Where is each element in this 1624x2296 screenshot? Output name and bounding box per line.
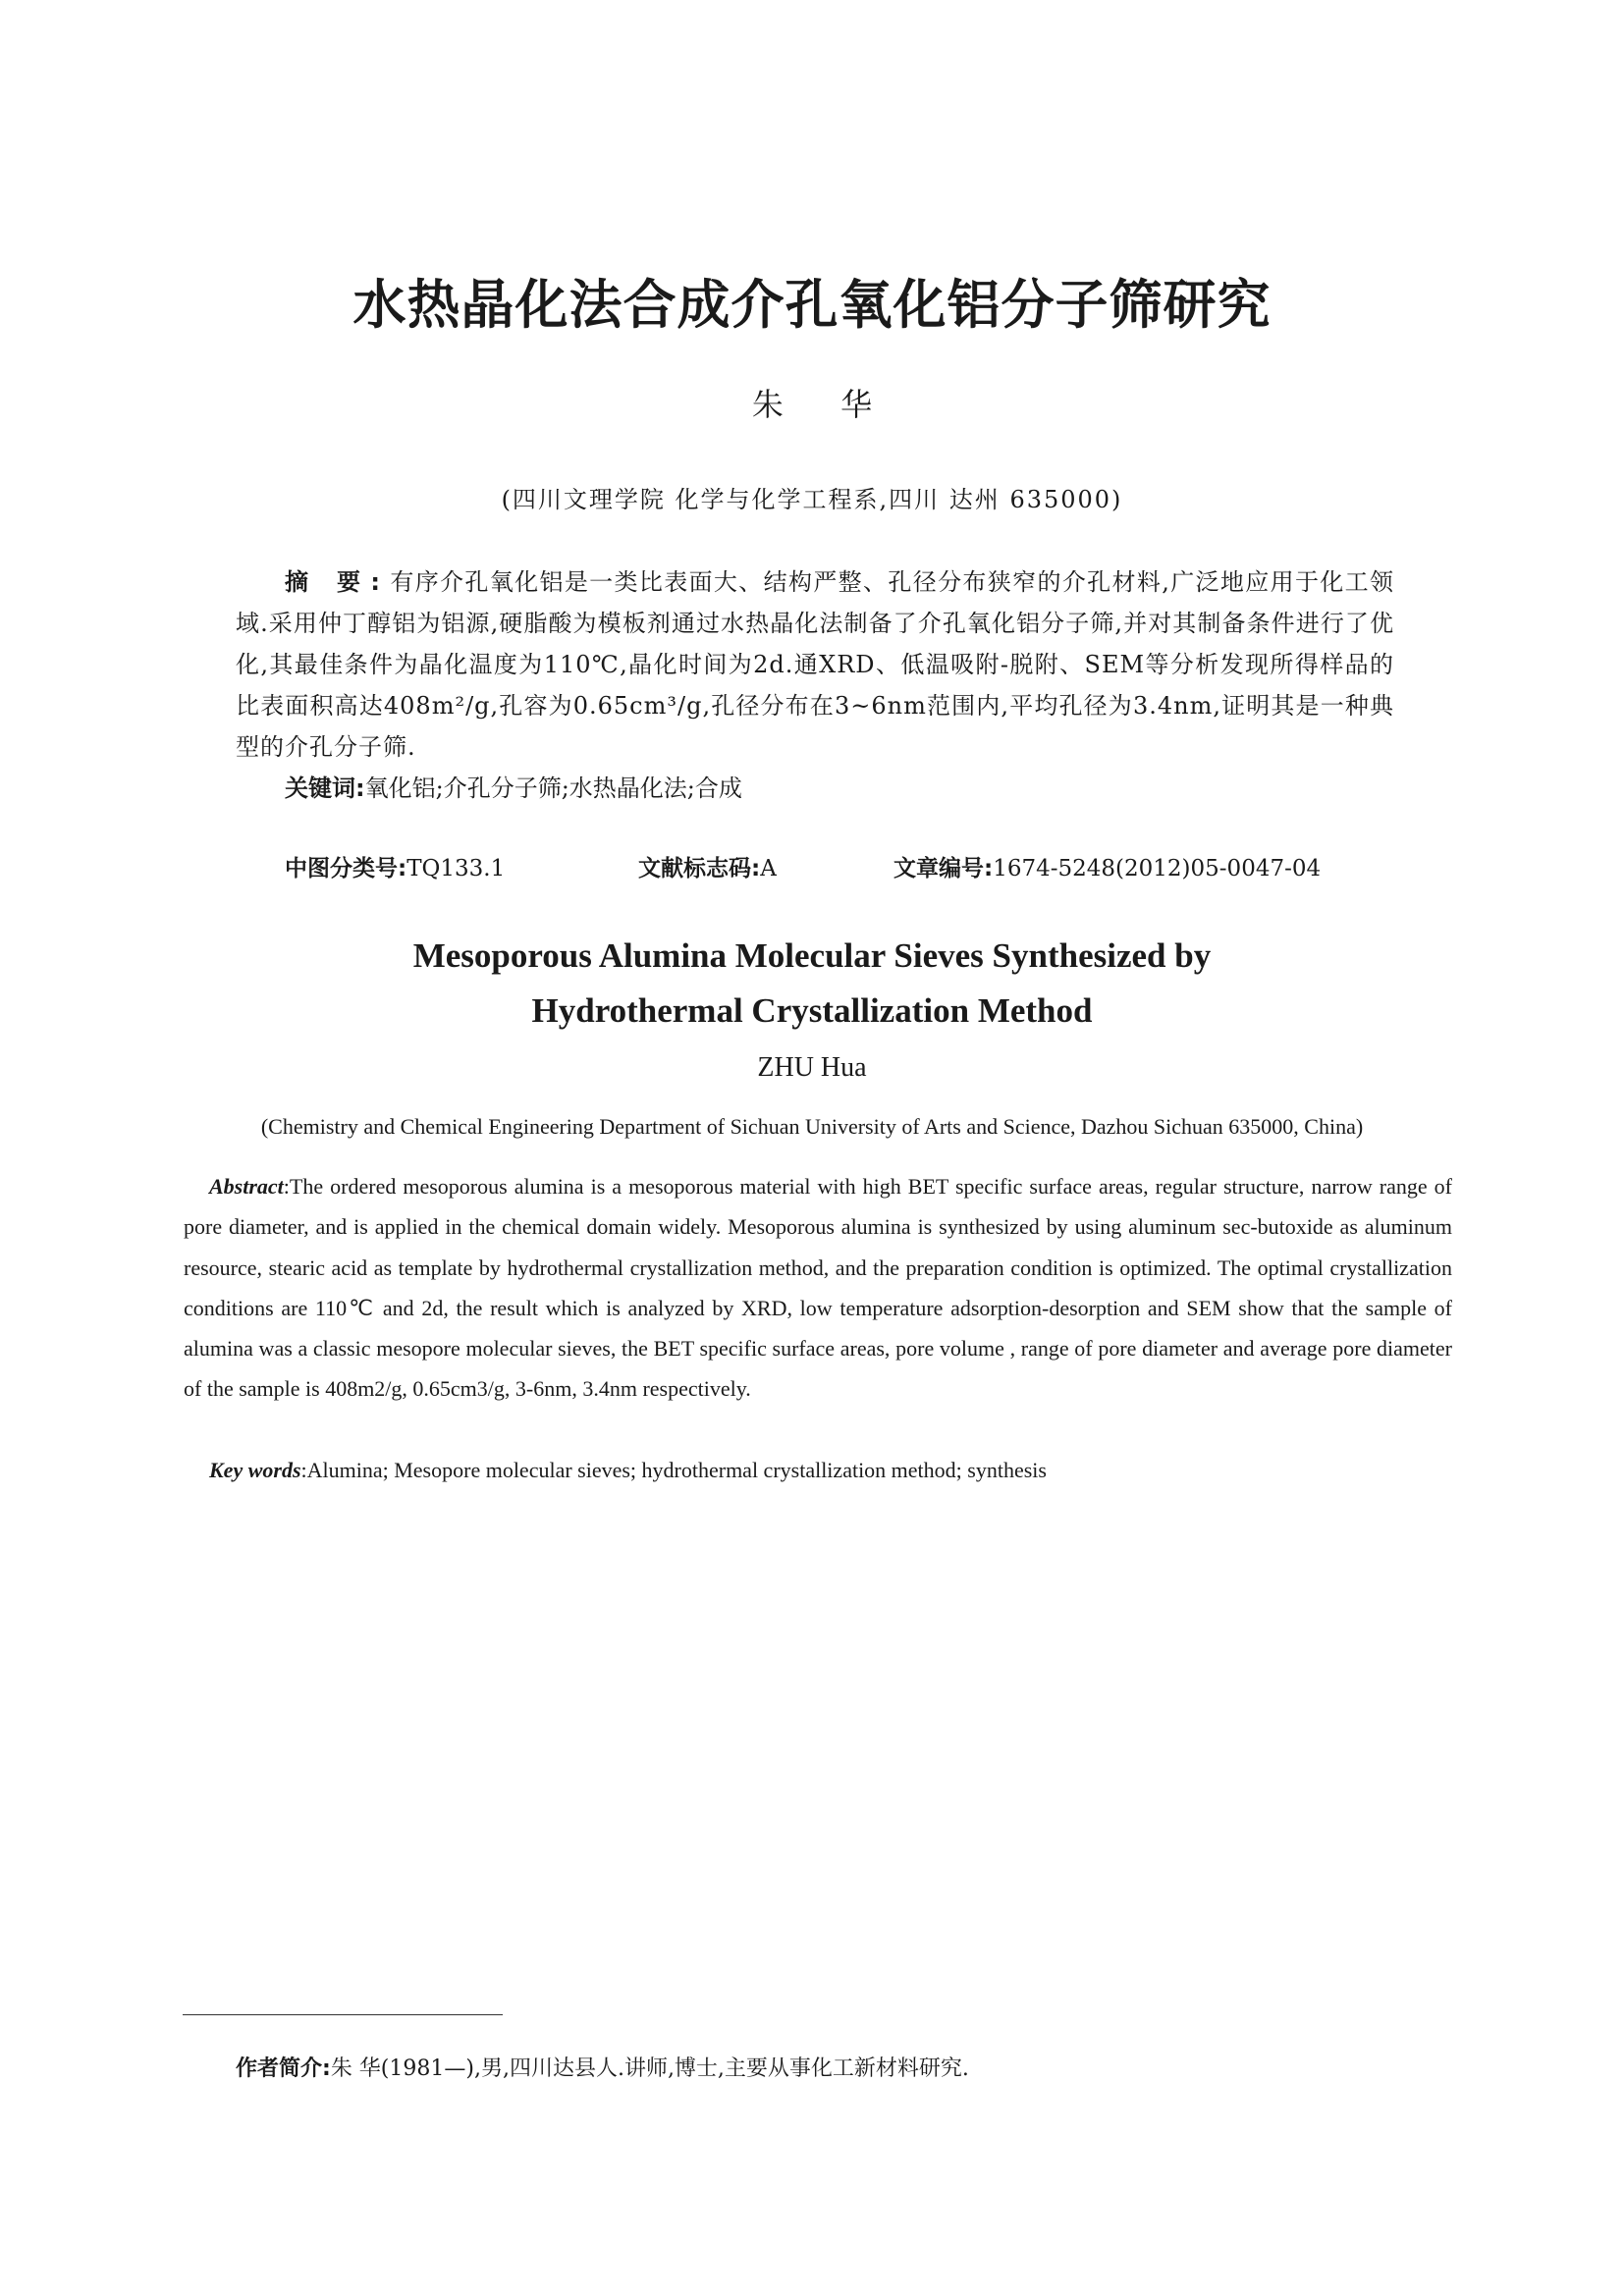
footnote-label: 作者简介: [236, 2056, 331, 2081]
document-code [638, 850, 777, 882]
title-chinese: 水热晶化法合成介孔氧化铝分子筛研究 [352, 274, 1272, 336]
keywords-chinese [285, 768, 1365, 809]
abstract-chinese [236, 561, 1394, 768]
keywords-english-label: Key words [209, 1458, 301, 1482]
keywords-english [209, 1450, 1446, 1490]
title-english [0, 929, 1624, 1039]
affiliation-chinese: (四川文理学院 化学与化学工程系,四川 达州 635000) [501, 486, 1123, 513]
clc-value: TQ133.1 [406, 856, 506, 881]
title-english-line-2: Hydrothermal Crystallization Method [531, 991, 1093, 1030]
author-chinese: 朱 华 [751, 386, 896, 423]
footnote-divider [183, 2014, 503, 2015]
keywords-chinese-text: 氧化铝;介孔分子筛;水热晶化法;合成 [364, 774, 742, 802]
abstract-english-sep: : [283, 1174, 290, 1199]
author-english: ZHU Hua [757, 1052, 867, 1083]
keywords-chinese-label: 关键词: [285, 774, 365, 802]
abstract-english-text: The ordered mesoporous alumina is a mesoporous material with high BET specific surface areas, regular structure, narrow range of pore diameter, and is applied in the chemical domain widely. Mesoporous alumina is synthesized by using aluminum sec-butoxide as aluminum resource, stearic acid as template by hydrothermal crystallization method, and the preparation condition is optimized. The optimal crystallization conditions are 110℃ and 2d, the result which is analyzed by XRD, low temperature adsorption-desorption and SEM show that the sample of alumina was a classic mesopore molecular sieves, the BET specific surface areas, pore volume , range of pore diameter and average pore diameter of the sample is 408m2/g, 0.65cm3/g, 3-6nm, 3.4nm respectively. [184, 1174, 1452, 1402]
title-english-line-1: Mesoporous Alumina Molecular Sieves Synthesized by [412, 936, 1212, 975]
clc-label: 中图分类号: [285, 856, 407, 881]
affiliation-english: (Chemistry and Chemical Engineering Department of Sichuan University of Arts and Science, Dazhou Sichuan 635000, China) [260, 1114, 1364, 1139]
document-code-value: A [760, 856, 777, 881]
article-number [893, 850, 1321, 882]
keywords-english-sep: : [300, 1458, 307, 1482]
abstract-english-label: Abstract [209, 1174, 284, 1199]
abstract-chinese-text: 有序介孔氧化铝是一类比表面大、结构严整、孔径分布狭窄的介孔材料,广泛地应用于化工领域.采用仲丁醇铝为铝源,硬脂酸为模板剂通过水热晶化法制备了介孔氧化铝分子筛,并对其制备条件进行了优化,其最佳条件为晶化温度为110℃,晶化时间为2d.通XRD、低温吸附-脱附、SEM等分析发现所得样品的比表面积高达408m²/g,孔容为0.65cm³/g,孔径分布在3~6nm范围内,平均孔径为3.4nm,证明其是一种典型的介孔分子筛. [236, 568, 1394, 761]
document-code-label: 文献标志码: [638, 856, 761, 881]
article-number-label: 文章编号: [893, 856, 994, 881]
abstract-chinese-label: 摘 要: [285, 568, 391, 596]
keywords-english-text: Alumina; Mesopore molecular sieves; hydrothermal crystallization method; synthesis [306, 1458, 1047, 1482]
footnote-text: 朱 华(1981—),男,四川达县人.讲师,博士,主要从事化工新材料研究. [330, 2056, 969, 2081]
author-footnote [236, 2053, 1463, 2086]
clc-number [285, 850, 505, 882]
abstract-english [184, 1166, 1452, 1410]
article-number-value: 1674-5248(2012)05-0047-04 [993, 856, 1322, 881]
